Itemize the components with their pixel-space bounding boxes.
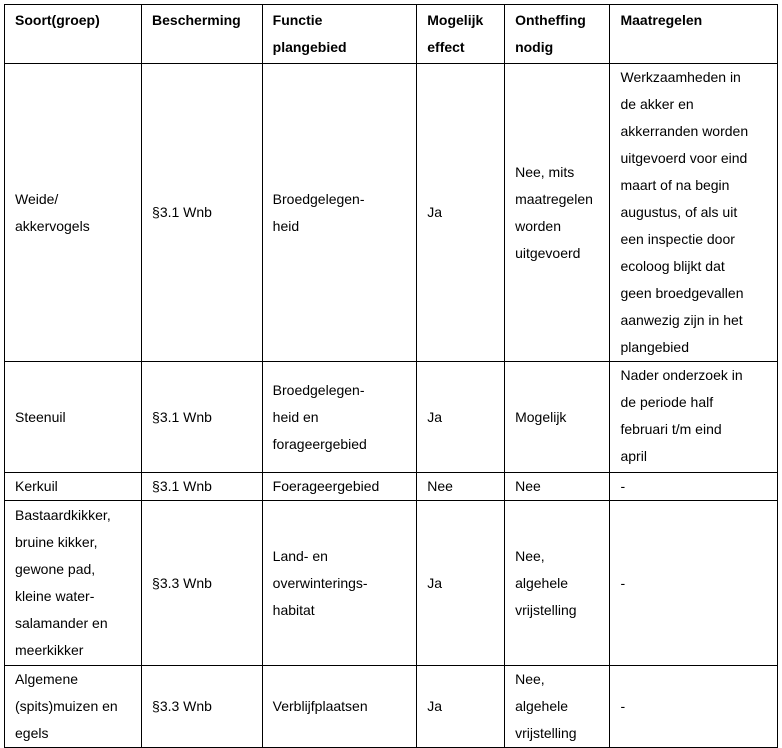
cell-effect: Ja [417,362,505,473]
cell-functie: Broedgelegen- heid en forageergebied [262,362,417,473]
cell-effect: Nee [417,473,505,501]
cell-ontheffing: Nee [505,473,610,501]
cell-soort: Weide/ akkervogels [5,64,142,362]
header-bescherming: Bescherming [142,5,263,64]
cell-bescherming: §3.3 Wnb [142,501,263,666]
cell-effect: Ja [417,501,505,666]
cell-maatregelen: Nader onderzoek in de periode half februari t/m eind april [610,362,778,473]
header-ontheffing: Ontheffing nodig [505,5,610,64]
cell-ontheffing: Mogelijk [505,362,610,473]
header-row [5,5,778,64]
cell-ontheffing: Nee, algehele vrijstelling [505,501,610,666]
cell-soort: Algemene (spits)muizen en egels [5,666,142,748]
cell-functie: Verblijfplaatsen [262,666,417,748]
cell-functie: Broedgelegen- heid [262,64,417,362]
cell-bescherming: §3.1 Wnb [142,473,263,501]
table-row [5,666,778,748]
cell-bescherming: §3.3 Wnb [142,666,263,748]
header-functie: Functie plangebied [262,5,417,64]
cell-maatregelen: - [610,473,778,501]
cell-bescherming: §3.1 Wnb [142,362,263,473]
header-effect: Mogelijk effect [417,5,505,64]
table-row [5,64,778,362]
cell-effect: Ja [417,666,505,748]
cell-bescherming: §3.1 Wnb [142,64,263,362]
cell-maatregelen: Werkzaamheden in de akker en akkerranden worden uitgevoerd voor eind maart of na begin augustus, of als uit een inspectie door ecoloog blijkt dat geen broedgevallen aanwezig zijn in het plangebied [610,64,778,362]
protection-table [4,4,778,748]
header-soort: Soort(groep) [5,5,142,64]
cell-maatregelen: - [610,666,778,748]
cell-soort: Steenuil [5,362,142,473]
table-row [5,473,778,501]
cell-soort: Bastaardkikker, bruine kikker, gewone pad, kleine water- salamander en meerkikker [5,501,142,666]
cell-maatregelen: - [610,501,778,666]
cell-functie: Foerageergebied [262,473,417,501]
cell-effect: Ja [417,64,505,362]
cell-functie: Land- en overwinterings- habitat [262,501,417,666]
header-maatregelen: Maatregelen [610,5,778,64]
cell-soort: Kerkuil [5,473,142,501]
table-row [5,362,778,473]
cell-ontheffing: Nee, algehele vrijstelling [505,666,610,748]
table-row [5,501,778,666]
cell-ontheffing: Nee, mits maatregelen worden uitgevoerd [505,64,610,362]
